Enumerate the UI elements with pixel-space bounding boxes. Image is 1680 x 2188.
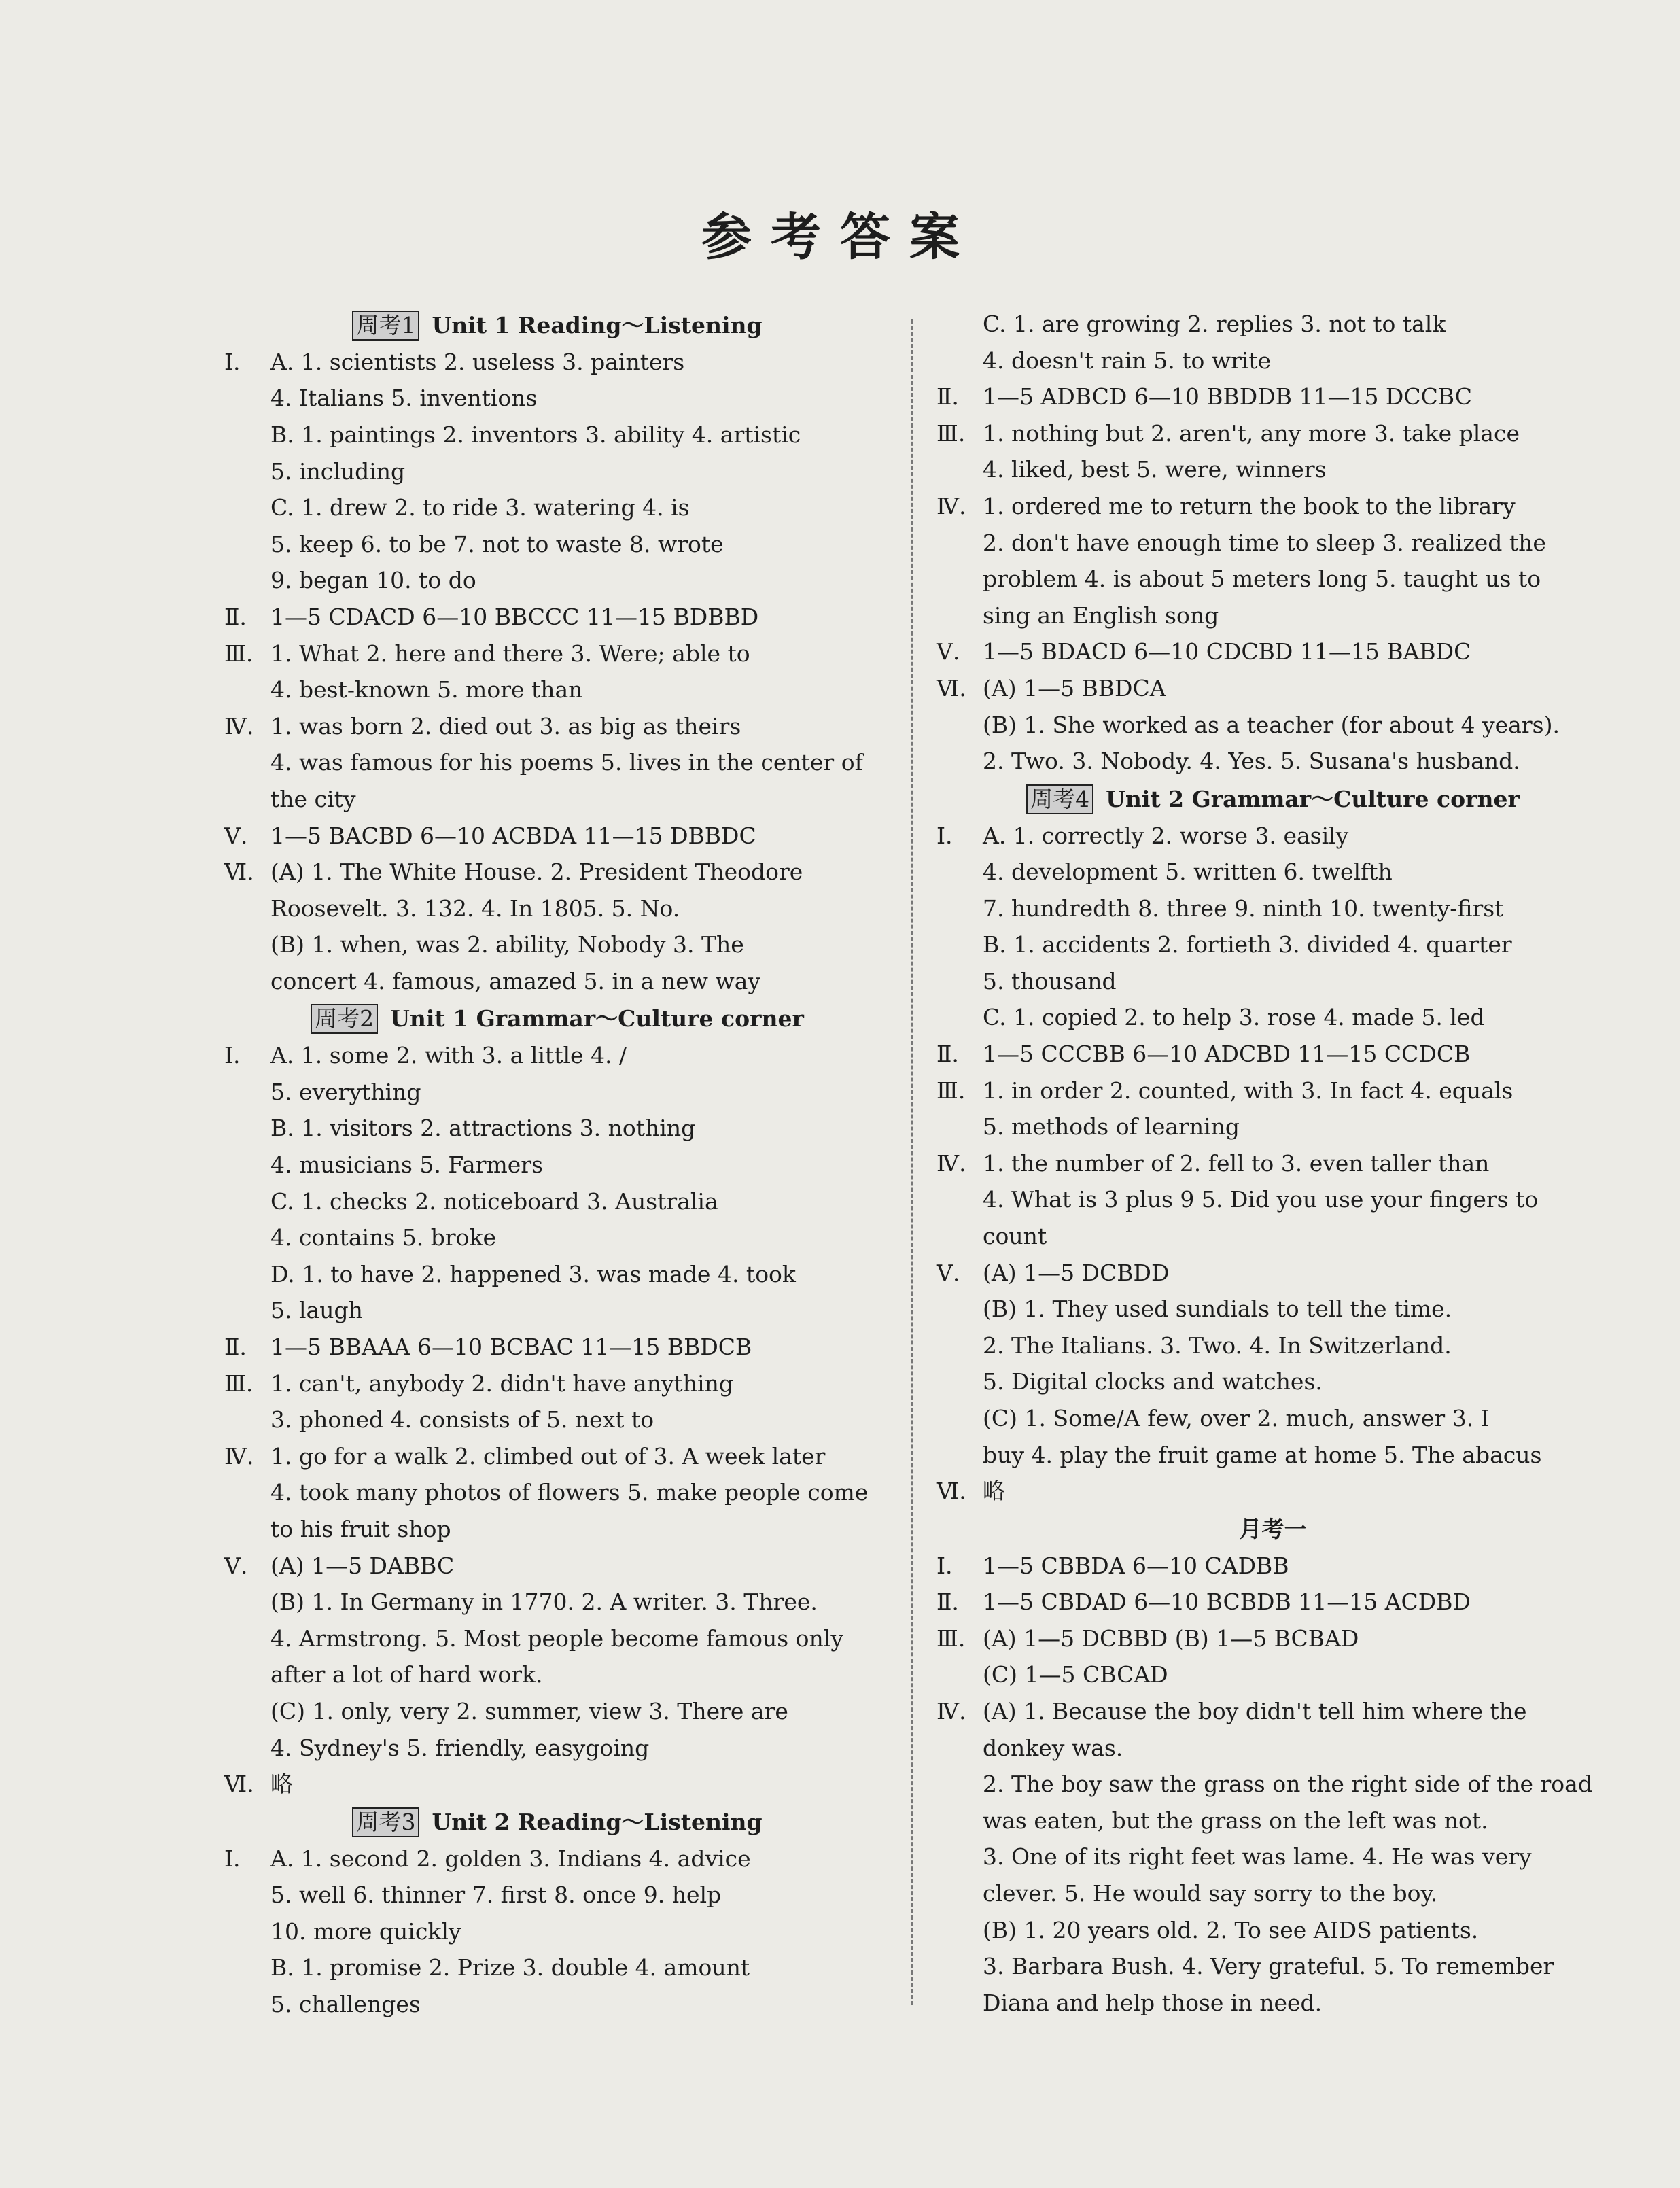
answer-text: 1—5 CCCBB 6—10 ADCBD 11—15 CCDCB <box>983 1041 1471 1068</box>
answer-text: 7. hundredth 8. three 9. ninth 10. twenty-first <box>983 895 1504 922</box>
roman-numeral: Ⅰ. <box>224 1845 241 1872</box>
answer-line <box>224 1949 890 1986</box>
answer-text: 5. thousand <box>983 967 1117 994</box>
answer-text: 9. began 10. to do <box>270 567 476 594</box>
quiz-badge: 周考3 <box>352 1807 419 1837</box>
answer-line <box>937 1875 1609 1912</box>
roman-numeral: Ⅴ. <box>224 822 248 849</box>
answer-text: concert 4. famous, amazed 5. in a new way <box>270 967 761 994</box>
answer-text: C. 1. checks 2. noticeboard 3. Australia <box>270 1187 718 1215</box>
answer-text: 2. Two. 3. Nobody. 4. Yes. 5. Susana's husband. <box>983 748 1520 775</box>
answer-text: B. 1. promise 2. Prize 3. double 4. amount <box>270 1954 750 1981</box>
quiz-badge: 周考4 <box>1026 784 1093 814</box>
answer-text: 1. nothing but 2. aren't, any more 3. take place <box>983 419 1520 447</box>
section-header <box>937 780 1609 818</box>
right-answer-column <box>937 306 1609 2021</box>
answer-line <box>937 1766 1609 1803</box>
answer-line <box>937 926 1609 963</box>
section-header <box>937 1510 1609 1548</box>
answer-line <box>937 963 1609 1000</box>
answer-text: 1. in order 2. counted, with 3. In fact 4. equals <box>983 1077 1513 1104</box>
answer-line <box>937 525 1609 561</box>
answer-line <box>224 636 890 672</box>
answer-text: A. 1. some 2. with 3. a little 4. / <box>270 1042 627 1069</box>
roman-numeral: Ⅳ. <box>224 712 254 740</box>
answer-line <box>937 818 1609 854</box>
answer-text: 4. was famous for his poems 5. lives in the center of <box>270 749 863 776</box>
answer-line <box>224 489 890 526</box>
answer-text: was eaten, but the grass on the left was not. <box>983 1807 1488 1834</box>
answer-line <box>937 707 1609 744</box>
answer-line <box>224 926 890 963</box>
answer-line <box>224 1329 890 1366</box>
answer-line <box>937 597 1609 634</box>
answer-line <box>224 1147 890 1183</box>
answer-line <box>937 1839 1609 1875</box>
answer-text: Diana and help those in need. <box>983 1989 1323 2016</box>
answer-line <box>224 854 890 890</box>
answer-text: (B) 1. In Germany in 1770. 2. A writer. 3. Three. <box>270 1588 818 1616</box>
answer-line <box>937 1145 1609 1182</box>
section-title: 月考一 <box>1239 1516 1307 1542</box>
answer-text: (A) 1—5 DCBDD <box>983 1259 1170 1286</box>
answer-text: 1—5 CDACD 6—10 BBCCC 11—15 BDBBD <box>270 603 759 630</box>
answer-line <box>937 1400 1609 1437</box>
answer-line <box>224 1256 890 1293</box>
section-title: Unit 2 Grammar～Culture corner <box>1106 785 1520 812</box>
roman-numeral: Ⅳ. <box>224 1442 254 1470</box>
answer-text: (A) 1—5 DABBC <box>270 1552 455 1579</box>
answer-text: 5. laugh <box>270 1297 363 1324</box>
answer-text: B. 1. accidents 2. fortieth 3. divided 4. quarter <box>983 931 1512 958</box>
answer-text: 1—5 BDACD 6—10 CDCBD 11—15 BABDC <box>983 638 1471 665</box>
section-title: Unit 1 Reading～Listening <box>432 312 763 339</box>
answer-line <box>224 599 890 636</box>
roman-numeral: Ⅳ. <box>937 492 966 519</box>
answer-text: after a lot of hard work. <box>270 1661 543 1688</box>
answer-line <box>224 1366 890 1402</box>
roman-numeral: Ⅳ. <box>937 1697 966 1724</box>
answer-line <box>937 415 1609 452</box>
answer-line <box>224 1219 890 1256</box>
answer-line <box>224 1693 890 1730</box>
answer-text: (B) 1. 20 years old. 2. To see AIDS patients. <box>983 1916 1479 1943</box>
answer-line <box>224 744 890 781</box>
answer-text: 5. methods of learning <box>983 1113 1240 1141</box>
answer-text: 3. Barbara Bush. 4. Very grateful. 5. To remember <box>983 1953 1554 1980</box>
answer-text: 1. the number of 2. fell to 3. even taller than <box>983 1149 1490 1177</box>
answer-text: 5. keep 6. to be 7. not to waste 8. wrote <box>270 530 724 557</box>
answer-line <box>224 1402 890 1438</box>
answer-text: 5. including <box>270 457 406 485</box>
answer-line <box>224 1766 890 1803</box>
answer-text: C. 1. are growing 2. replies 3. not to talk <box>983 311 1446 337</box>
roman-numeral: Ⅵ. <box>224 858 254 886</box>
answer-line <box>937 1548 1609 1584</box>
answer-line <box>937 1181 1609 1218</box>
answer-text: 2. The boy saw the grass on the right side of the road <box>983 1771 1592 1798</box>
left-answer-column <box>224 306 890 2023</box>
answer-text: the city <box>270 785 356 812</box>
answer-text: 5. Digital clocks and watches. <box>983 1368 1323 1395</box>
answer-text: 4. development 5. written 6. twelfth <box>983 858 1393 886</box>
roman-numeral: Ⅱ. <box>937 383 959 411</box>
answer-line <box>224 1438 890 1475</box>
answer-line <box>937 1327 1609 1364</box>
answer-text: D. 1. to have 2. happened 3. was made 4. took <box>270 1260 796 1287</box>
answer-text: (A) 1. The White House. 2. President Theodore <box>270 858 803 886</box>
answer-line <box>224 1986 890 2023</box>
answer-text: 2. The Italians. 3. Two. 4. In Switzerland. <box>983 1332 1452 1359</box>
answer-text: (C) 1. Some/A few, over 2. much, answer 3. I <box>983 1405 1490 1432</box>
roman-numeral: Ⅱ. <box>224 1334 247 1361</box>
answer-line <box>224 1183 890 1220</box>
answer-text: 4. musicians 5. Farmers <box>270 1151 544 1179</box>
answer-text: (C) 1. only, very 2. summer, view 3. There are <box>270 1697 788 1724</box>
column-divider <box>911 319 913 2005</box>
answer-line <box>937 1948 1609 1985</box>
answer-line <box>937 1803 1609 1839</box>
answer-text: 4. What is 3 plus 9 5. Did you use your fingers to <box>983 1186 1539 1213</box>
answer-line <box>224 1877 890 1913</box>
roman-numeral: Ⅵ. <box>937 674 966 701</box>
roman-numeral: Ⅲ. <box>224 1370 253 1397</box>
answer-line <box>937 1693 1609 1730</box>
answer-text: B. 1. paintings 2. inventors 3. ability 4. artistic <box>270 421 801 448</box>
answer-text: C. 1. copied 2. to help 3. rose 4. made 5. led <box>983 1004 1485 1031</box>
quiz-badge: 周考2 <box>311 1004 378 1034</box>
answer-text: 1—5 BBAAA 6—10 BCBAC 11—15 BBDCB <box>270 1334 752 1361</box>
answer-line <box>224 1511 890 1548</box>
roman-numeral: Ⅰ. <box>224 1042 241 1069</box>
answer-text: 1. What 2. here and there 3. Were; able to <box>270 640 750 667</box>
answer-text: to his fruit shop <box>270 1516 451 1542</box>
roman-numeral: Ⅲ. <box>937 419 966 447</box>
answer-text: 1—5 CBDAD 6—10 BCBDB 11—15 ACDBD <box>983 1588 1471 1616</box>
answer-line <box>224 781 890 818</box>
roman-numeral: Ⅲ. <box>224 640 253 667</box>
answer-text: problem 4. is about 5 meters long 5. taught us to <box>983 566 1541 593</box>
roman-numeral: Ⅲ. <box>937 1625 966 1652</box>
answer-line <box>937 1985 1609 2021</box>
page-title: 参考答案 <box>701 208 979 266</box>
answer-text: 5. challenges <box>270 1990 421 2017</box>
answer-text: 4. Armstrong. 5. Most people become famous only <box>270 1625 843 1652</box>
answer-text: buy 4. play the fruit game at home 5. The abacus <box>983 1441 1542 1468</box>
answer-text: 4. liked, best 5. were, winners <box>983 456 1327 483</box>
answer-line <box>224 344 890 381</box>
answer-text: Roosevelt. 3. 132. 4. In 1805. 5. No. <box>270 895 680 922</box>
answer-text: (C) 1—5 CBCAD <box>983 1661 1168 1688</box>
section-title: Unit 1 Grammar～Culture corner <box>390 1005 804 1032</box>
answer-line <box>937 633 1609 670</box>
roman-numeral: Ⅰ. <box>224 348 241 375</box>
answer-line <box>224 1074 890 1111</box>
answer-line <box>937 670 1609 707</box>
answer-text: (B) 1. when, was 2. ability, Nobody 3. The <box>270 931 744 958</box>
answer-text: (B) 1. She worked as a teacher (for about 4 years). <box>983 711 1560 738</box>
answer-text: 略 <box>983 1478 1005 1505</box>
answer-line <box>937 1073 1609 1109</box>
roman-numeral: Ⅱ. <box>224 603 247 630</box>
answer-line <box>937 1584 1609 1620</box>
answer-text: 5. everything <box>270 1078 421 1105</box>
roman-numeral: Ⅰ. <box>937 822 953 849</box>
answer-line <box>937 1291 1609 1327</box>
answer-line <box>224 526 890 563</box>
roman-numeral: Ⅵ. <box>937 1478 966 1505</box>
answer-line <box>937 1437 1609 1474</box>
answer-text: 2. don't have enough time to sleep 3. realized the <box>983 529 1546 556</box>
roman-numeral: Ⅴ. <box>937 1259 960 1286</box>
answer-line <box>224 1037 890 1074</box>
answer-text: 1. was born 2. died out 3. as big as theirs <box>270 712 741 740</box>
answer-line <box>224 417 890 453</box>
answer-text: A. 1. scientists 2. useless 3. painters <box>270 348 685 375</box>
answer-line <box>224 1656 890 1693</box>
section-header <box>224 306 890 344</box>
roman-numeral: Ⅴ. <box>224 1552 248 1579</box>
answer-text: A. 1. correctly 2. worse 3. easily <box>983 822 1349 849</box>
answer-line <box>937 306 1609 343</box>
answer-text: count <box>983 1223 1047 1250</box>
answer-text: (A) 1—5 DCBBD (B) 1—5 BCBAD <box>983 1625 1359 1652</box>
answer-text: donkey was. <box>983 1734 1123 1761</box>
answer-line <box>224 818 890 854</box>
answer-line <box>937 890 1609 927</box>
answer-text: 3. phoned 4. consists of 5. next to <box>270 1406 654 1434</box>
answer-text: (A) 1—5 BBDCA <box>983 674 1166 701</box>
answer-text: 3. One of its right feet was lame. 4. He was very <box>983 1843 1532 1871</box>
answer-text: 1—5 BACBD 6—10 ACBDA 11—15 DBBDC <box>270 822 756 849</box>
answer-line <box>937 561 1609 597</box>
answer-text: 1. can't, anybody 2. didn't have anything <box>270 1370 733 1397</box>
answer-line <box>937 743 1609 780</box>
answer-text: sing an English song <box>983 602 1219 629</box>
roman-numeral: Ⅵ. <box>224 1771 254 1798</box>
answer-line <box>224 708 890 745</box>
answer-text: 略 <box>270 1771 293 1798</box>
answer-line <box>937 1218 1609 1255</box>
answer-line <box>937 1620 1609 1657</box>
answer-line <box>224 1730 890 1767</box>
answer-line <box>937 854 1609 890</box>
answer-text: (A) 1. Because the boy didn't tell him where the <box>983 1697 1527 1724</box>
answer-line <box>224 1841 890 1877</box>
answer-line <box>937 1730 1609 1767</box>
answer-line <box>224 1620 890 1657</box>
answer-line <box>224 1474 890 1511</box>
answer-line <box>937 999 1609 1036</box>
answer-line <box>224 453 890 490</box>
answer-line <box>937 1036 1609 1073</box>
answer-text: C. 1. drew 2. to ride 3. watering 4. is <box>270 494 690 521</box>
quiz-badge: 周考1 <box>352 311 419 341</box>
answer-text: 4. Sydney's 5. friendly, easygoing <box>270 1734 650 1761</box>
answer-text: 10. more quickly <box>270 1917 461 1945</box>
answer-line <box>224 963 890 1000</box>
answer-text: B. 1. visitors 2. attractions 3. nothing <box>270 1115 696 1142</box>
answer-line <box>937 488 1609 525</box>
answer-text: 1. ordered me to return the book to the library <box>983 492 1516 519</box>
answer-line <box>224 1913 890 1950</box>
answer-line <box>224 1548 890 1584</box>
answer-text: 4. doesn't rain 5. to write <box>983 347 1272 374</box>
roman-numeral: Ⅱ. <box>937 1041 959 1068</box>
answer-text: 4. contains 5. broke <box>270 1224 497 1251</box>
roman-numeral: Ⅲ. <box>937 1077 966 1104</box>
answer-line <box>224 1110 890 1147</box>
answer-line <box>937 1364 1609 1400</box>
answer-line <box>224 1584 890 1620</box>
roman-numeral: Ⅰ. <box>937 1552 953 1579</box>
roman-numeral: Ⅱ. <box>937 1588 959 1616</box>
answer-line <box>224 380 890 417</box>
roman-numeral: Ⅴ. <box>937 638 960 665</box>
section-header <box>224 1803 890 1841</box>
answer-line <box>937 1109 1609 1145</box>
answer-text: (B) 1. They used sundials to tell the time. <box>983 1296 1452 1323</box>
answer-text: 1—5 ADBCD 6—10 BBDDB 11—15 DCCBC <box>983 383 1473 411</box>
answer-text: clever. 5. He would say sorry to the boy. <box>983 1879 1438 1907</box>
answer-line <box>937 1255 1609 1291</box>
answer-line <box>937 379 1609 415</box>
answer-line <box>224 672 890 708</box>
section-header <box>224 999 890 1037</box>
answer-line <box>937 451 1609 488</box>
section-title: Unit 2 Reading～Listening <box>432 1808 763 1835</box>
answer-line <box>937 343 1609 379</box>
answer-text: 1—5 CBBDA 6—10 CADBB <box>983 1552 1289 1579</box>
answer-text: 4. best-known 5. more than <box>270 676 583 704</box>
answer-line <box>937 1473 1609 1510</box>
answer-line <box>224 562 890 599</box>
answer-text: 5. well 6. thinner 7. first 8. once 9. help <box>270 1881 722 1909</box>
answer-line <box>224 1292 890 1329</box>
answer-text: A. 1. second 2. golden 3. Indians 4. advice <box>270 1845 751 1872</box>
answer-line <box>937 1656 1609 1693</box>
answer-text: 4. took many photos of flowers 5. make people come <box>270 1479 869 1506</box>
roman-numeral: Ⅳ. <box>937 1149 966 1177</box>
answer-text: 4. Italians 5. inventions <box>270 385 538 412</box>
answer-line <box>224 890 890 927</box>
answer-text: 1. go for a walk 2. climbed out of 3. A week later <box>270 1442 826 1470</box>
answer-line <box>937 1912 1609 1949</box>
